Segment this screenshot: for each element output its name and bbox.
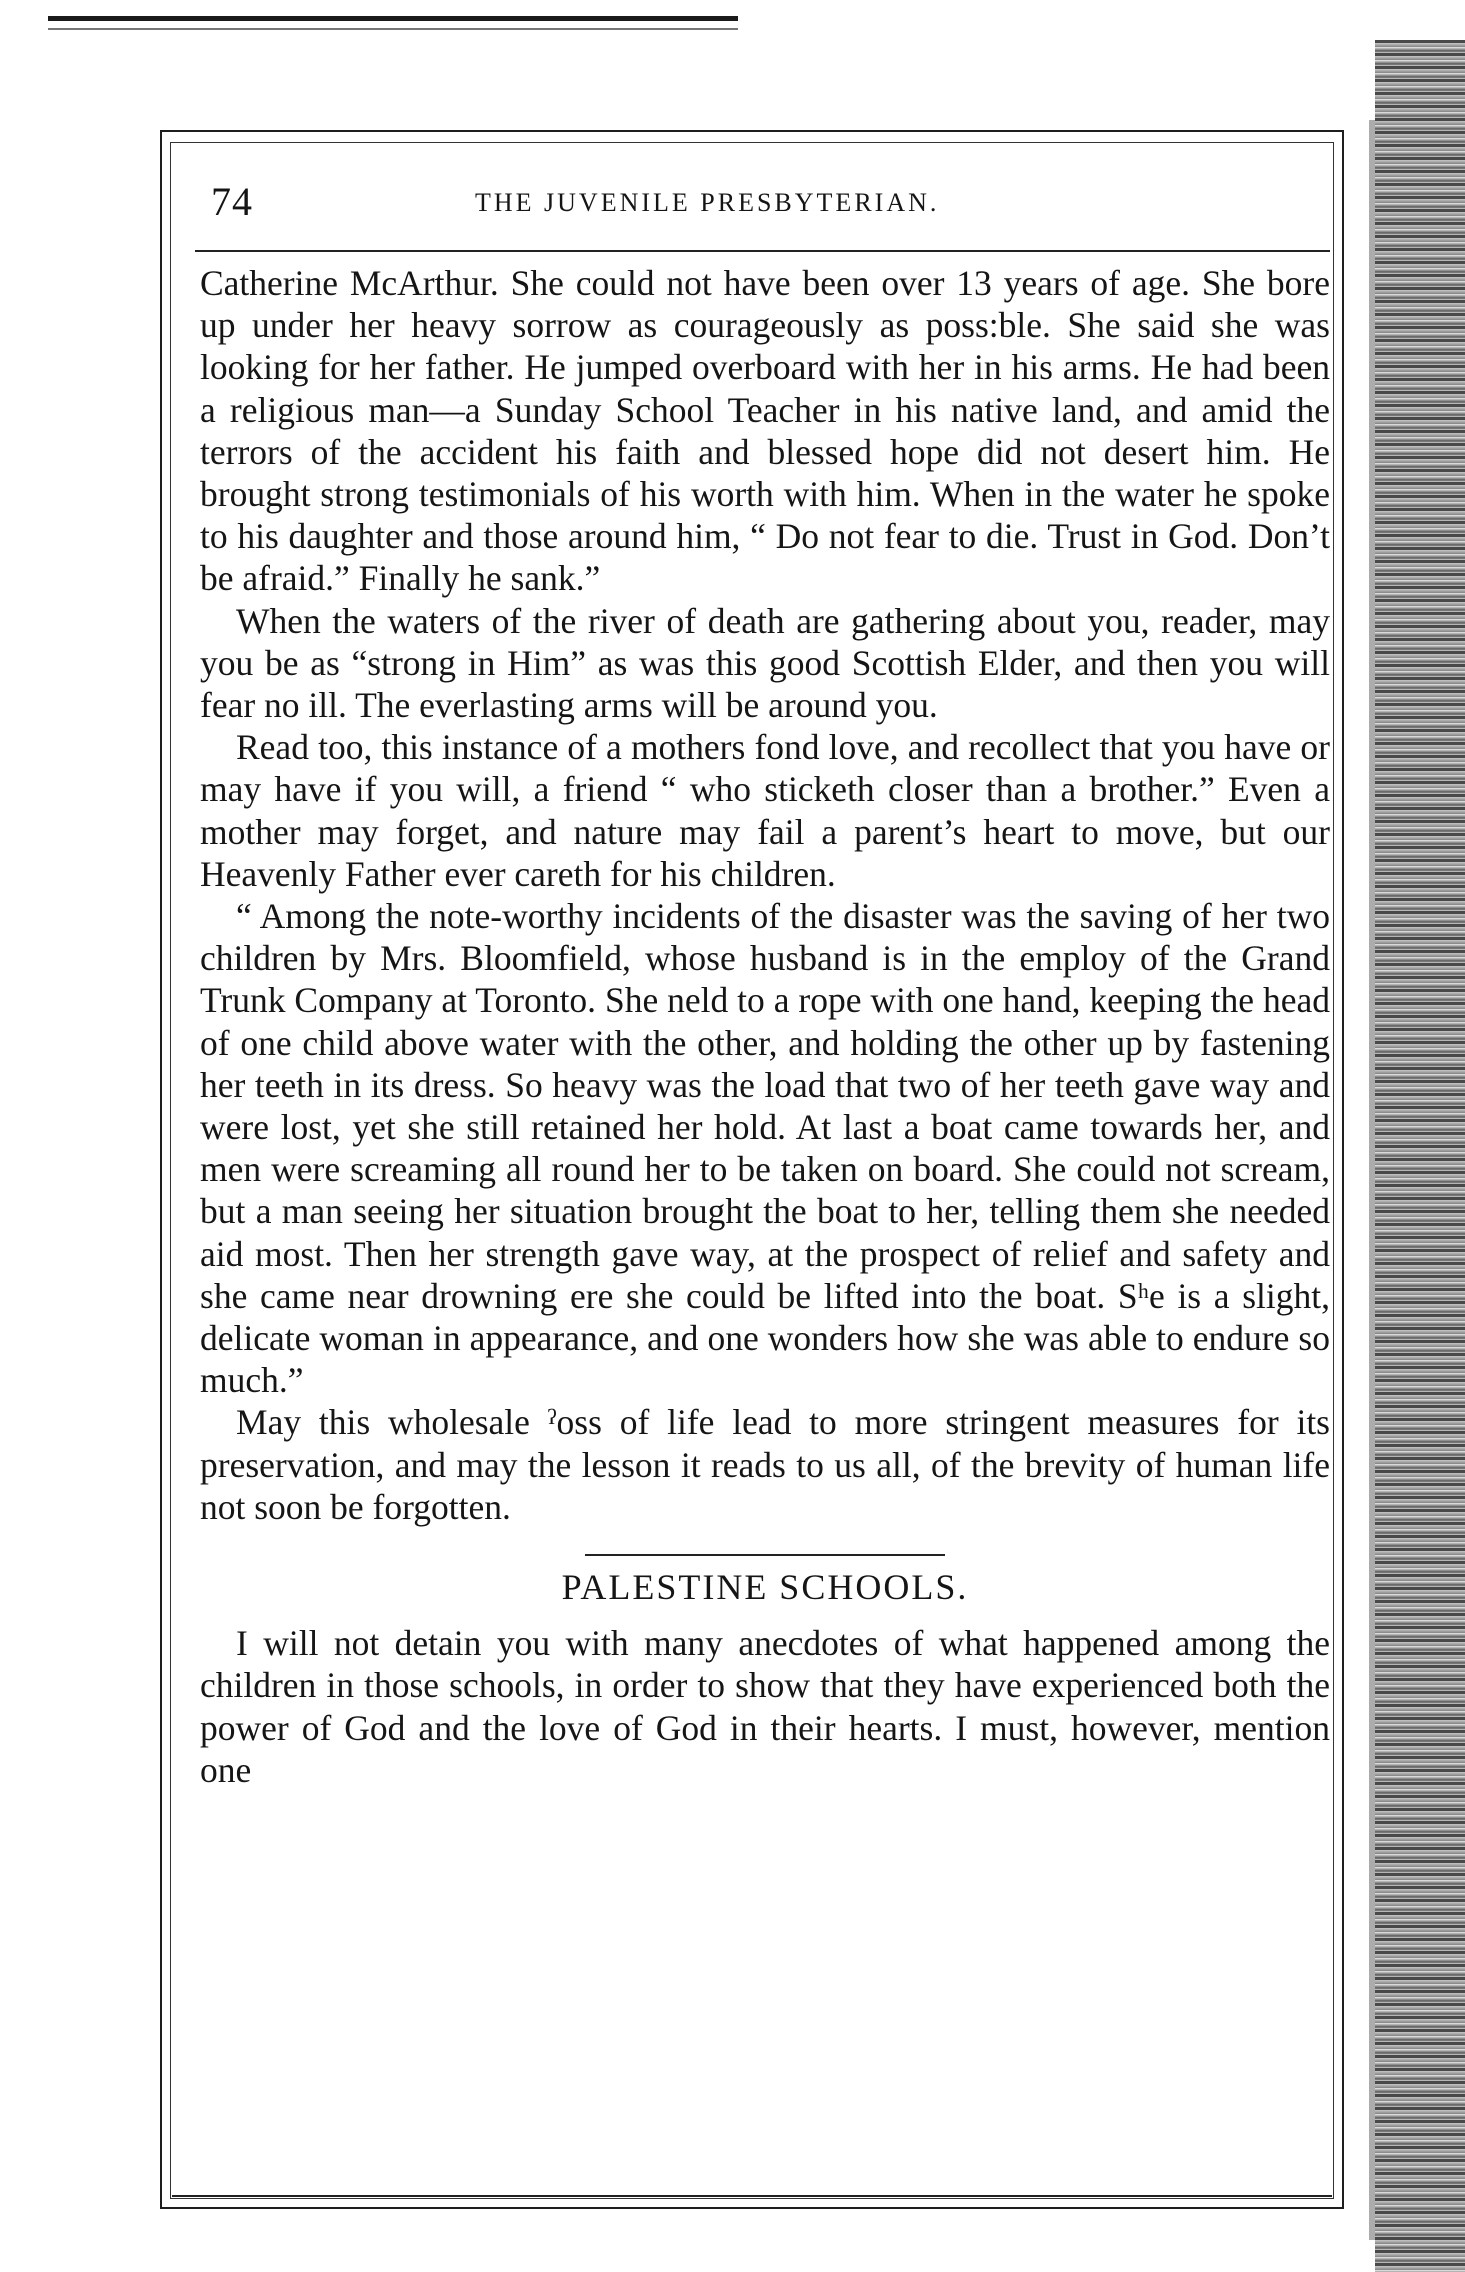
article-body xyxy=(200,262,1330,1791)
paragraph: “ Among the note-worthy incidents of the disaster was the saving of her two children by Mrs. Bloomfield, whose husband is in the employ of the Grand Trunk Company at Toronto. She neld to a rope with one hand, keeping the head of one child above water with the other, and holding the other up by fastening her teeth in its dress. So heavy was the load that two of her teeth gave way and were lost, yet she still retained her hold. At last a boat came towards her, and men were screaming all round her to be taken on board. She could not scream, but a man seeing her situation brought the boat to her, telling them she needed aid most. Then her strength gave way, at the prospect of relief and safety and she came near drowning ere she could be lifted into the boat. Sʰe is a slight, delicate woman in appearance, and one wonders how she was able to endure so much.” xyxy=(200,896,1330,1401)
paragraph: I will not detain you with many anecdotes of what happened among the children in those schools, in order to show that they have experienced both the power of God and the love of God in their hearts. I must, however, mention one xyxy=(200,1623,1330,1790)
page-content xyxy=(195,170,1330,2200)
section-heading: PALESTINE SCHOOLS. xyxy=(561,1567,969,1608)
paragraph: Catherine McArthur. She could not have been over 13 years of age. She bore up under her heavy sorrow as courageously as poss:ble. She said she was looking for her father. He jumped overboard with her in his arms. He had been a religious man—a Sunday School Teacher in his native land, and amid the terrors of the accident his faith and blessed hope did not desert him. He brought strong testimonials of his worth with him. When in the water he spoke to his daughter and those around him, “ Do not fear to die. Trust in God. Don’t be afraid.” Finally he sank.” xyxy=(200,263,1330,599)
page-header xyxy=(195,170,1330,250)
page-number: 74 xyxy=(211,179,253,224)
paragraph: When the waters of the river of death are gathering about you, reader, may you be as “strong in Him” as was this good Scottish Elder, and then you will fear no ill. The everlasting arms will be around you. xyxy=(200,600,1330,726)
scanned-binding-gutter xyxy=(1375,40,1465,2272)
header-rule xyxy=(195,250,1330,252)
top-border-rule xyxy=(48,16,738,21)
bottom-rule xyxy=(172,2195,1332,2197)
top-border-rule-thin xyxy=(48,28,738,30)
paragraph: May this wholesale ˀoss of life lead to more stringent measures for its preservation, and may the lesson it reads to us all, of the brevity of human life not soon be forgotten. xyxy=(200,1402,1330,1527)
section-divider xyxy=(585,1554,945,1556)
binding-shadow xyxy=(1369,120,1375,2240)
paragraph: Read too, this instance of a mothers fond love, and recollect that you have or may have if you will, a friend “ who sticketh closer than a brother.” Even a mother may forget, and nature may fail a parent’s heart to move, but our Heavenly Father ever careth for his children. xyxy=(200,727,1330,894)
running-title: THE JUVENILE PRESBYTERIAN. xyxy=(475,188,940,217)
